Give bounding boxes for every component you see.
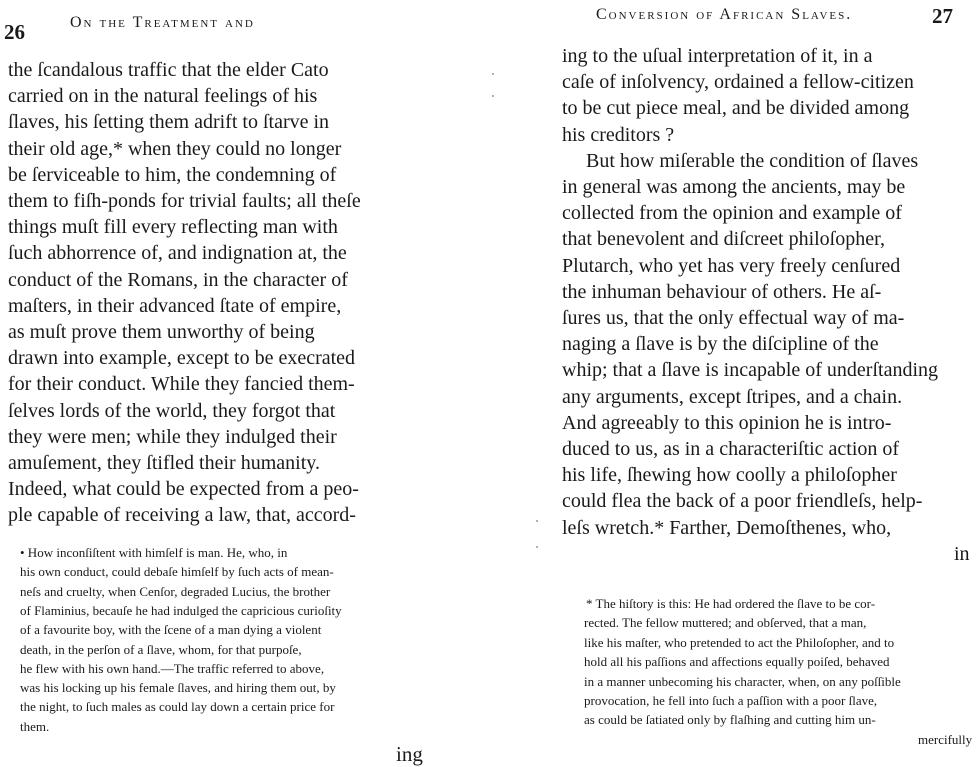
text-line: ſlaves, his ſetting them adrift to ſtarve in	[8, 111, 330, 134]
footnote-line: * The hiſtory is this: He had ordered the ſlave to be cor-	[586, 596, 876, 611]
footnote-line: the night, to ſuch males as could lay down a certain price for	[20, 699, 335, 715]
text-line: any arguments, except ſtripes, and a chain.	[562, 385, 903, 408]
text-line: maſters, in their advanced ſtate of empire,	[8, 294, 342, 317]
text-line: ing to the uſual interpretation of it, in a	[562, 45, 873, 67]
text-line: drawn into example, except to be execrated	[8, 347, 356, 370]
text-line: conduct of the Romans, in the character of	[8, 268, 348, 291]
running-head: On the Treatment and	[70, 14, 255, 31]
footnote-line: was his locking up his female ſlaves, and hiring them out, by	[20, 680, 336, 696]
text-line: And agreeably to this opinion he is intro-	[562, 411, 892, 434]
text-line: the ſcandalous traffic that the elder Cato	[8, 59, 329, 81]
text-line: amuſement, they ſtifled their humanity.	[8, 452, 320, 474]
footnote-line: hold all his paſſions and affections equally poiſed, behaved	[584, 654, 890, 670]
footnote-line: rected. The fellow muttered; and obſerved, that a man,	[584, 615, 867, 631]
left-page	[0, 0, 470, 766]
footnote-line: his own conduct, could debaſe himſelf by ſuch acts of mean-	[20, 564, 334, 580]
text-line: caſe of inſolvency, ordained a fellow-citizen	[562, 71, 914, 94]
footnote-line: death, in the perſon of a ſlave, whom, for that purpoſe,	[20, 641, 302, 657]
text-line: collected from the opinion and example of	[562, 202, 902, 225]
footnote-line: in a manner unbecoming his character, when, on any poſſible	[584, 673, 901, 689]
text-line: for their conduct. While they fancied them-	[8, 373, 355, 396]
footnote-line: like his maſter, who pretended to act the Philoſopher, and to	[584, 634, 895, 650]
text-line: them to fiſh-ponds for trivial faults; all theſe	[8, 190, 361, 212]
text-line: ſuch abhorrence of, and indignation at, the	[8, 242, 347, 265]
text-line: ſures us, that the only effectual way of ma-	[562, 307, 905, 329]
text-line: could flea the back of a poor friendleſs, help-	[562, 490, 923, 513]
text-line: be ſerviceable to him, the condemning of	[8, 163, 337, 186]
footnote-line: of Flaminius, becauſe he had indulged the capricious curioſity	[20, 602, 342, 618]
text-line: duced to us, as in a characteriſtic action of	[562, 438, 900, 460]
text-line: in general was among the ancients, may be	[562, 176, 906, 198]
text-line: ſelves lords of the world, they forgot that	[8, 399, 336, 422]
right-page	[540, 0, 980, 766]
text-line: whip; that a ſlave is incapable of underſtanding	[562, 359, 938, 382]
text-line: But how miſerable the condition of ſlaves	[586, 149, 919, 172]
text-line: ple capable of receiving a law, that, accord-	[8, 504, 356, 527]
gutter-mark	[492, 73, 494, 75]
catchword: ing	[396, 742, 423, 766]
text-line: carried on in the natural feelings of his	[8, 85, 318, 108]
footnote-line: them.	[20, 718, 50, 734]
text-line: things muſt fill every reflecting man with	[8, 216, 338, 239]
text-line: their old age,* when they could no longer	[8, 137, 342, 160]
page-number: 27	[932, 4, 953, 28]
gutter-mark	[536, 546, 538, 548]
footnote-line: provocation, he fell into ſuch a paſſion with a poor ſlave,	[584, 693, 878, 708]
text-line: his creditors ?	[562, 123, 675, 146]
text-line: in	[954, 542, 970, 565]
gutter-mark	[492, 95, 494, 97]
text-line: his life, ſhewing how coolly a philoſopher	[562, 464, 897, 487]
text-line: as muſt prove them unworthy of being	[8, 321, 315, 343]
text-line: leſs wretch.* Farther, Demoſthenes, who,	[562, 516, 892, 539]
gutter-mark	[536, 520, 538, 522]
text-line: they were men; while they indulged their	[8, 425, 337, 448]
text-line: Plutarch, who yet has very freely cenſured	[562, 254, 901, 277]
text-line: that benevolent and diſcreet philoſopher,	[562, 228, 885, 251]
footnote-line: neſs and cruelty, when Cenſor, degraded Lucius, the brother	[20, 583, 331, 599]
text-line: to be cut piece meal, and be divided among	[562, 97, 910, 120]
footnote-line: as could be ſatiated only by flaſhing and cutting him un-	[584, 712, 876, 728]
text-line: Indeed, what could be expected from a peo-	[8, 478, 359, 501]
footnote-line: of a favourite boy, with the ſcene of a man dying a violent	[20, 622, 322, 638]
running-head: Conversion of African Slaves.	[596, 6, 853, 23]
footnote-line: mercifully	[918, 731, 973, 747]
text-line: the inhuman behaviour of others. He aſ-	[562, 280, 882, 303]
page-number: 26	[4, 20, 25, 44]
text-line: naging a ſlave is by the diſcipline of the	[562, 333, 879, 356]
footnote-line: he flew with his own hand.—The traffic referred to above,	[20, 660, 325, 676]
footnote-line: • How inconſiſtent with himſelf is man. He, who, in	[20, 545, 288, 560]
